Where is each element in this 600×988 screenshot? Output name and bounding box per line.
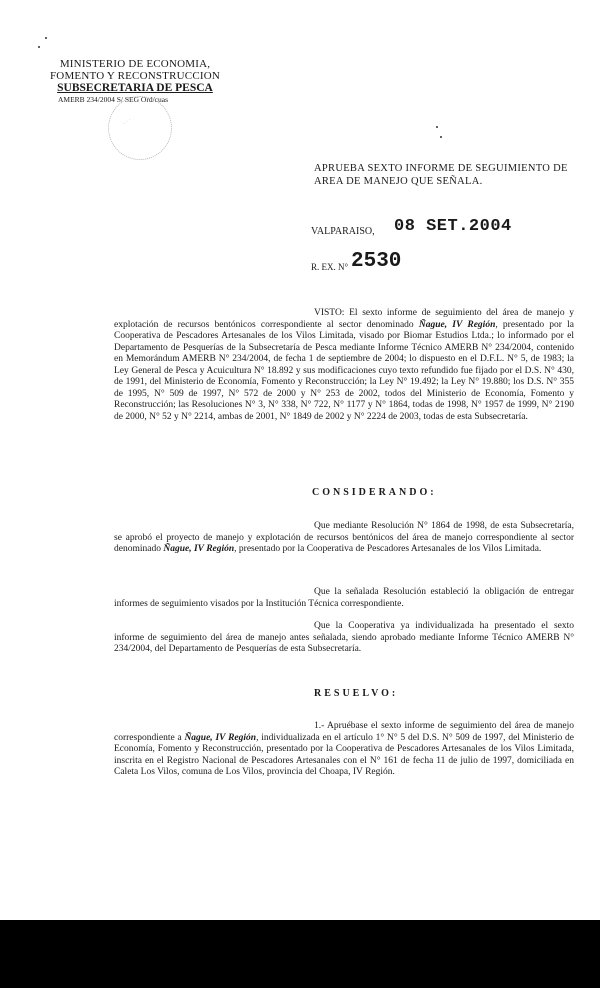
considerando-p1-text-a: Que mediante Resolución N° 1864 de 1998, de esta Subsecretaría, se aprobó el proyecto de manejo y explotación de recursos bentónicos del área de manejo correspondiente al sector denominado [114, 521, 574, 554]
area-name: Ñague, IV Región [184, 732, 257, 743]
resuelvo-p1-text-b: , individualizada en el artículo 1° N° 5 del D.S. N° 509 de 1997, del Ministerio de Economía, Fomento y Reconstrucción, presentado por la Cooperativa de Pescadores Artesanales de los Vilos Limitada, inscrita en el Registro Nacional de Pescadores Artesanales con el N° 161 de fecha 11 de julio de 1997, domiciliada en Caleta Los Vilos, comuna de Los Vilos, provincia del Choapa, IV Región. [114, 732, 575, 777]
area-name: Ñague, IV Región [418, 319, 496, 330]
scan-speck [38, 46, 40, 48]
date-stamp: 08 SET.2004 [394, 217, 512, 236]
considerando-heading: CONSIDERANDO: [312, 487, 437, 498]
resolution-number: 2530 [351, 250, 402, 273]
resuelvo-p1-text-a: 1.- Apruébase el sexto informe de seguimiento del área de manejo correspondiente a [114, 721, 574, 743]
scanner-black-border [0, 920, 600, 988]
header-ministry-cont: FOMENTO Y RECONSTRUCCION [49, 70, 221, 82]
place-name: VALPARAISO, [311, 226, 375, 237]
resuelvo-paragraph-1 [114, 721, 574, 779]
resuelvo-heading: RESUELVO: [314, 688, 399, 699]
visto-text-a: El sexto informe de seguimiento del área de manejo y explotación de recursos bentónicos correspondiente al sector denominado [114, 308, 574, 330]
considerando-paragraph-3: Que la Cooperativa ya individualizada ha presentado el sexto informe de seguimiento del área de manejo antes señalada, siendo aprobado mediante Informe Técnico AMERB N° 234/2004, del Departamento de Pesquerías de esta Subsecretaría. [114, 621, 574, 654]
official-seal-stamp: · · · [108, 96, 172, 160]
scan-speck [45, 37, 47, 39]
resolution-number-label: R. EX. N° [311, 262, 349, 272]
scan-speck [436, 126, 438, 128]
visto-text-b: , presentado por la Cooperativa de Pescadores Artesanales de los Vilos Limitada, visado por Biomar Estudios Ltda.; lo informado por el Departamento de Pesquerías de la Subsecretaría de Pesca mediante Informe Técnico AMERB N° 234/2004, contenido en Memorándum AMERB N° 234/2004, de fecha 1 de septiembre de 2004; lo dispuesto en el D.F.L. N° 5, de 1983; la Ley General de Pesca y Acuicultura N° 18.892 y sus modificaciones cuyo texto refundido fue fijado por el D.S. N° 430, de 1991, del Ministerio de Economía, Fomento y Reconstrucción; la Ley N° 19.492; la Ley N° 19.880; los D.S. N° 355 de 1995, N° 509 de 1997, N° 572 de 2000 y N° 253 de 2002, todos del Ministerio de Economía, Fomento y Reconstrucción; las Resoluciones N° 3, N° 338, N° 722, N° 1177 y N° 1864, todas de 1998, N° 1957 de 1999, N° 2190 de 2000, N° 52 y N° 2214, ambas de 2001, N° 1849 de 2002 y N° 2224 de 2003, todas de esta Subsecretaría. [114, 319, 575, 422]
visto-paragraph [114, 308, 574, 423]
area-name: Ñague, IV Región [163, 544, 235, 554]
header-ministry: MINISTERIO DE ECONOMIA, [59, 58, 211, 70]
resolution-number-line [311, 250, 511, 276]
resolution-subject: APRUEBA SEXTO INFORME DE SEGUIMIENTO DE AREA DE MANEJO QUE SEÑALA. [314, 163, 568, 187]
considerando-paragraph-1 [114, 521, 574, 556]
considerando-paragraph-2: Que la señalada Resolución estableció la obligación de entregar informes de seguimiento visados por la Institución Técnica correspondiente. [114, 587, 574, 609]
header-reference: AMERB 234/2004 S/ SEG Ord/cuas [58, 95, 169, 104]
header-subsecretaria: SUBSECRETARIA DE PESCA [57, 82, 213, 94]
visto-lead: VISTO: [314, 308, 345, 318]
scan-speck [440, 136, 442, 138]
considerando-p1-text-b: , presentado por la Cooperativa de Pescadores Artesanales de los Vilos Limitada. [234, 544, 542, 554]
place-date-line [311, 217, 571, 241]
